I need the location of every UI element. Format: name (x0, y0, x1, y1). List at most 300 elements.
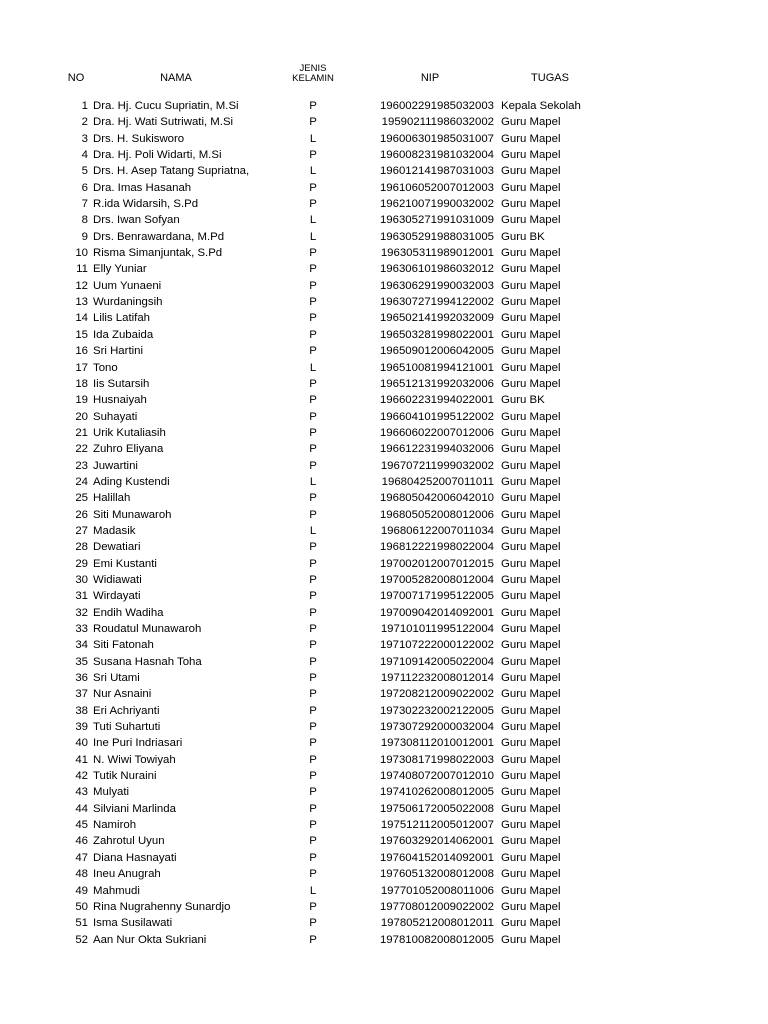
table-row (0, 768, 768, 784)
row-tugas: Guru Mapel (501, 737, 561, 750)
row-nip: 197208212009022002 (379, 688, 494, 701)
row-nama: Ida Zubaida (93, 328, 154, 341)
row-no: 32 (75, 606, 88, 619)
row-nama: Aan Nur Okta Sukriani (93, 933, 207, 946)
row-no: 9 (81, 230, 88, 243)
row-tugas: Guru Mapel (501, 655, 561, 668)
row-nip: 197805212008012011 (380, 917, 494, 930)
row-no: 34 (75, 639, 88, 652)
row-nip: 197101011995122004 (380, 623, 494, 635)
row-nip: 196008231981032004 (379, 149, 494, 162)
row-jenis-kelamin: P (309, 868, 317, 881)
row-nama: Sri Hartini (93, 345, 144, 358)
table-row (0, 441, 768, 457)
row-nama: Siti Munawaroh (93, 508, 172, 521)
row-nama: N. Wiwi Towiyah (93, 753, 176, 766)
row-nip: 196510081994121001 (379, 361, 494, 374)
row-no: 6 (81, 181, 88, 194)
row-jenis-kelamin: P (309, 492, 317, 505)
table-row (0, 752, 768, 768)
row-nama: Urik Kutaliasih (93, 426, 166, 439)
row-jenis-kelamin: P (309, 721, 317, 734)
row-nama: Elly Yuniar (93, 263, 147, 276)
header-nip: NIP (420, 72, 440, 84)
row-no: 4 (81, 149, 88, 162)
row-nip: 197002012007012015 (379, 557, 494, 570)
row-nip: 196306291990032003 (379, 279, 494, 292)
row-tugas: Guru Mapel (501, 606, 561, 619)
row-no: 10 (75, 247, 88, 260)
row-nama: Nur Asnaini (93, 688, 152, 701)
row-jenis-kelamin: P (309, 557, 317, 570)
row-jenis-kelamin: P (309, 802, 317, 815)
row-no: 46 (75, 835, 88, 848)
row-nip: 197701052008011006 (380, 884, 494, 897)
row-no: 11 (76, 263, 88, 276)
header-nama: NAMA (160, 72, 192, 84)
row-tugas: Guru Mapel (501, 296, 561, 309)
row-nama: Namiroh (93, 819, 137, 832)
row-tugas: Guru Mapel (501, 573, 561, 586)
row-no: 7 (81, 198, 88, 211)
table-row (0, 670, 768, 686)
row-jenis-kelamin: P (309, 655, 317, 668)
row-nama: Tutik Nuraini (93, 770, 157, 783)
table-row (0, 915, 768, 931)
row-jenis-kelamin: P (309, 116, 317, 129)
row-tugas: Guru Mapel (501, 361, 561, 374)
row-tugas: Guru BK (501, 230, 545, 243)
row-no: 38 (75, 704, 88, 717)
row-no: 18 (75, 377, 88, 390)
table-row (0, 507, 768, 523)
table-row (0, 850, 768, 866)
row-jenis-kelamin: P (309, 100, 317, 112)
row-tugas: Guru Mapel (501, 688, 561, 701)
row-no: 19 (75, 394, 88, 407)
row-nip: 197604152014092001 (379, 851, 494, 864)
row-tugas: Guru Mapel (501, 214, 561, 227)
header-tugas: TUGAS (531, 72, 569, 84)
row-jenis-kelamin: P (309, 328, 317, 341)
row-no: 50 (75, 900, 88, 913)
row-jenis-kelamin: L (309, 165, 317, 178)
row-tugas: Guru Mapel (501, 524, 561, 537)
table-body (0, 98, 768, 948)
row-tugas: Guru Mapel (501, 165, 561, 178)
row-no: 2 (81, 116, 88, 129)
table-row (0, 621, 768, 637)
table-row (0, 163, 768, 179)
row-jenis-kelamin: P (309, 443, 317, 456)
row-nama: Tono (93, 361, 118, 374)
table-row (0, 294, 768, 310)
row-nip: 197007171995122005 (379, 590, 494, 603)
table-row (0, 801, 768, 817)
row-tugas: Guru Mapel (501, 426, 561, 439)
row-jenis-kelamin: L (309, 524, 317, 537)
row-no: 15 (75, 328, 88, 341)
table-row (0, 212, 768, 228)
row-tugas: Guru Mapel (501, 884, 561, 897)
row-nama: Dra. Hj. Poli Widarti, M.Si (93, 149, 222, 162)
row-no: 13 (75, 296, 88, 309)
table-row (0, 735, 768, 751)
row-nip: 196606022007012006 (379, 426, 494, 439)
row-jenis-kelamin: P (309, 279, 317, 292)
row-no: 41 (75, 753, 88, 766)
table-row (0, 327, 768, 343)
table-row (0, 114, 768, 130)
table-row (0, 572, 768, 588)
row-no: 21 (75, 426, 88, 439)
row-no: 27 (75, 524, 88, 537)
table-row (0, 409, 768, 425)
row-tugas: Guru Mapel (501, 132, 561, 145)
row-nip: 196210071990032002 (379, 198, 494, 211)
row-no: 51 (75, 917, 88, 930)
row-nip: 196502141992032009 (379, 312, 494, 325)
row-nama: Silviani Marlinda (93, 802, 176, 815)
row-no: 30 (75, 573, 88, 586)
row-tugas: Guru Mapel (501, 198, 561, 211)
row-nip: 197302232002122005 (379, 704, 494, 717)
row-nip: 196307271994122002 (379, 296, 494, 309)
row-nama: Dra. Hj. Cucu Supriatin, M.Si (93, 100, 239, 112)
row-nip: 196602231994022001 (379, 394, 494, 407)
row-jenis-kelamin: P (309, 753, 317, 766)
table-row (0, 131, 768, 147)
row-nama: Sri Utami (93, 672, 140, 685)
table-row (0, 932, 768, 948)
row-nama: Juwartini (93, 459, 138, 472)
row-jenis-kelamin: P (309, 672, 317, 685)
row-nip: 197308112010012001 (380, 737, 494, 750)
row-tugas: Guru Mapel (501, 541, 561, 554)
row-nama: Eri Achriyanti (93, 704, 160, 717)
row-nip: 197708012009022002 (379, 900, 494, 913)
row-jenis-kelamin: L (309, 132, 317, 145)
row-nip: 196306101986032012 (379, 263, 494, 276)
row-no: 5 (81, 165, 88, 178)
row-no: 37 (75, 688, 88, 701)
table-row (0, 245, 768, 261)
row-jenis-kelamin: P (309, 770, 317, 783)
row-jenis-kelamin: P (309, 737, 317, 750)
row-jenis-kelamin: P (309, 410, 317, 423)
row-nip: 197005282008012004 (379, 573, 494, 586)
row-nama: R.ida Widarsih, S.Pd (93, 198, 199, 211)
row-jenis-kelamin: P (309, 623, 317, 635)
table-row (0, 147, 768, 163)
table-row (0, 261, 768, 277)
row-nip: 197308171998022003 (379, 753, 494, 766)
row-nama: Drs. Benrawardana, M.Pd (93, 230, 225, 243)
row-tugas: Guru Mapel (501, 247, 561, 260)
row-no: 43 (75, 786, 88, 799)
row-tugas: Guru Mapel (501, 181, 561, 194)
row-tugas: Guru Mapel (501, 770, 561, 783)
table-row (0, 703, 768, 719)
row-no: 31 (75, 590, 88, 603)
row-nip: 196012141987031003 (379, 165, 494, 178)
row-tugas: Guru Mapel (501, 868, 561, 881)
row-tugas: Guru Mapel (501, 410, 561, 423)
table-row (0, 605, 768, 621)
row-jenis-kelamin: L (309, 884, 317, 897)
table-row (0, 866, 768, 882)
row-no: 39 (75, 721, 88, 734)
row-tugas: Guru Mapel (501, 475, 561, 488)
row-nama: Roudatul Munawaroh (93, 623, 202, 635)
row-jenis-kelamin: L (309, 475, 317, 488)
header-jenis-kelamin (268, 64, 358, 84)
row-nama: Siti Fatonah (93, 639, 154, 652)
row-tugas: Guru Mapel (501, 917, 561, 930)
table-row (0, 588, 768, 604)
row-nip: 197506172005022008 (379, 802, 494, 815)
row-jenis-kelamin: P (309, 606, 317, 619)
row-jenis-kelamin: L (309, 361, 317, 374)
row-no: 42 (75, 770, 88, 783)
row-nama: Uum Yunaeni (93, 279, 162, 292)
row-tugas: Guru Mapel (501, 851, 561, 864)
row-tugas: Guru Mapel (501, 623, 561, 635)
row-nip: 197603292014062001 (379, 835, 494, 848)
row-tugas: Guru Mapel (501, 492, 561, 505)
table-row (0, 523, 768, 539)
header-jenis-kelamin-line2: KELAMIN (292, 73, 334, 84)
row-no: 1 (81, 100, 88, 112)
row-jenis-kelamin: P (309, 345, 317, 358)
row-nip: 197605132008012008 (379, 868, 494, 881)
row-nip: 197408072007012010 (379, 770, 494, 783)
row-jenis-kelamin: P (309, 541, 317, 554)
row-nama: Susana Hasnah Toha (93, 655, 202, 668)
row-nama: Tuti Suhartuti (93, 721, 161, 734)
row-nip: 196512131992032006 (379, 377, 494, 390)
row-jenis-kelamin: P (309, 459, 317, 472)
row-tugas: Guru Mapel (501, 721, 561, 734)
row-nama: Dra. Imas Hasanah (93, 181, 192, 194)
row-no: 26 (75, 508, 88, 521)
row-jenis-kelamin: P (309, 704, 317, 717)
row-nip: 197107222000122002 (379, 639, 494, 652)
table-row (0, 392, 768, 408)
row-tugas: Guru Mapel (501, 802, 561, 815)
table-row (0, 490, 768, 506)
row-no: 14 (75, 312, 88, 325)
row-tugas: Guru Mapel (501, 459, 561, 472)
row-nama: Zahrotul Uyun (93, 835, 165, 848)
row-jenis-kelamin: P (309, 851, 317, 864)
header-jenis-kelamin-line1: JENIS (299, 63, 327, 74)
row-nama: Drs. Iwan Sofyan (93, 214, 180, 227)
row-no: 35 (75, 655, 88, 668)
table-row (0, 310, 768, 326)
row-jenis-kelamin: P (309, 181, 317, 194)
row-nip: 196806122007011034 (380, 524, 494, 537)
row-no: 25 (75, 492, 88, 505)
row-tugas: Guru Mapel (501, 443, 561, 456)
row-tugas: Guru Mapel (501, 786, 561, 799)
row-nama: Suhayati (93, 410, 138, 423)
row-no: 49 (75, 884, 88, 897)
row-nama: Drs. H. Asep Tatang Supriatna, (93, 165, 250, 178)
row-nama: Madasik (93, 524, 136, 537)
table-row (0, 539, 768, 555)
row-jenis-kelamin: L (309, 214, 317, 227)
row-jenis-kelamin: P (309, 573, 317, 586)
row-tugas: Guru Mapel (501, 263, 561, 276)
row-tugas: Guru Mapel (501, 819, 561, 832)
row-jenis-kelamin: P (309, 933, 317, 946)
row-tugas: Guru Mapel (501, 149, 561, 162)
row-nama: Dewatiari (93, 541, 141, 554)
row-jenis-kelamin: P (309, 247, 317, 260)
row-no: 52 (75, 933, 88, 946)
row-jenis-kelamin: P (309, 900, 317, 913)
row-no: 23 (75, 459, 88, 472)
row-tugas: Guru BK (501, 394, 545, 407)
row-tugas: Guru Mapel (501, 557, 561, 570)
row-nip: 196812221998022004 (379, 541, 494, 554)
row-nama: Husnaiyah (93, 394, 147, 407)
table-row (0, 556, 768, 572)
row-nama: Wurdaningsih (93, 296, 163, 309)
table-row (0, 474, 768, 490)
table-row (0, 817, 768, 833)
table-row (0, 883, 768, 899)
table-row (0, 360, 768, 376)
row-no: 24 (75, 475, 88, 488)
row-nama: Halillah (93, 492, 131, 505)
row-no: 29 (75, 557, 88, 570)
row-nama: Rina Nugrahenny Sunardjo (93, 900, 231, 913)
row-no: 3 (81, 132, 88, 145)
row-jenis-kelamin: P (309, 198, 317, 211)
row-no: 22 (75, 443, 88, 456)
row-nip: 197109142005022004 (379, 655, 494, 668)
row-nip: 196106052007012003 (379, 181, 494, 194)
row-jenis-kelamin: P (309, 377, 317, 390)
row-nama: Emi Kustanti (93, 557, 157, 570)
row-no: 28 (75, 541, 88, 554)
table-header (0, 60, 768, 98)
row-no: 48 (75, 868, 88, 881)
row-tugas: Guru Mapel (501, 753, 561, 766)
row-nip: 196305271991031009 (379, 214, 494, 227)
row-tugas: Guru Mapel (501, 279, 561, 292)
row-no: 44 (75, 802, 88, 815)
row-jenis-kelamin: P (309, 590, 317, 603)
row-no: 16 (75, 345, 88, 358)
row-nama: Lilis Latifah (93, 312, 150, 325)
row-tugas: Guru Mapel (501, 933, 561, 946)
row-tugas: Guru Mapel (501, 116, 561, 129)
row-no: 40 (75, 737, 88, 750)
row-jenis-kelamin: P (309, 263, 317, 276)
row-jenis-kelamin: P (309, 394, 317, 407)
row-tugas: Kepala Sekolah (501, 100, 581, 112)
row-nip: 196503281998022001 (379, 328, 494, 341)
row-jenis-kelamin: P (309, 149, 317, 162)
row-jenis-kelamin: P (309, 819, 317, 832)
table-row (0, 278, 768, 294)
row-nama: Ine Puri Indriasari (93, 737, 183, 750)
table-row (0, 98, 768, 114)
row-nip: 196002291985032003 (379, 100, 494, 112)
table-row (0, 637, 768, 653)
row-no: 45 (75, 819, 88, 832)
row-nip: 197307292000032004 (379, 721, 494, 734)
row-nama: Drs. H. Sukisworo (93, 132, 185, 145)
table-row (0, 343, 768, 359)
row-jenis-kelamin: P (309, 835, 317, 848)
row-nama: Ineu Anugrah (93, 868, 161, 881)
row-no: 8 (81, 214, 88, 227)
row-no: 17 (75, 361, 88, 374)
row-nip: 197009042014092001 (379, 606, 494, 619)
row-nip: 196006301985031007 (379, 132, 494, 145)
row-nama: Ading Kustendi (93, 475, 170, 488)
table-row (0, 458, 768, 474)
row-nip: 195902111986032002 (381, 116, 494, 129)
row-tugas: Guru Mapel (501, 900, 561, 913)
table-row (0, 833, 768, 849)
row-no: 12 (75, 279, 88, 292)
table-row (0, 180, 768, 196)
row-jenis-kelamin: P (309, 508, 317, 521)
row-tugas: Guru Mapel (501, 704, 561, 717)
row-jenis-kelamin: L (309, 230, 317, 243)
row-no: 36 (75, 672, 88, 685)
row-tugas: Guru Mapel (501, 345, 561, 358)
row-nip: 196805052008012006 (379, 508, 494, 521)
row-no: 33 (75, 623, 88, 635)
table-row (0, 196, 768, 212)
row-nip: 197410262008012005 (379, 786, 494, 799)
row-tugas: Guru Mapel (501, 639, 561, 652)
row-nama: Wirdayati (93, 590, 141, 603)
row-no: 47 (75, 851, 88, 864)
row-nip: 196305291988031005 (379, 230, 494, 243)
row-nama: Risma Simanjuntak, S.Pd (93, 247, 223, 260)
row-nama: Diana Hasnayati (93, 851, 177, 864)
row-nip: 196804252007011011 (381, 475, 494, 488)
row-tugas: Guru Mapel (501, 835, 561, 848)
table-row (0, 229, 768, 245)
row-nama: Endih Wadiha (93, 606, 164, 619)
row-nama: Dra. Hj. Wati Sutriwati, M.Si (93, 116, 234, 129)
row-tugas: Guru Mapel (501, 328, 561, 341)
row-tugas: Guru Mapel (501, 672, 561, 685)
table-row (0, 425, 768, 441)
row-tugas: Guru Mapel (501, 508, 561, 521)
row-jenis-kelamin: P (309, 688, 317, 701)
row-nama: Iis Sutarsih (93, 377, 150, 390)
row-jenis-kelamin: P (309, 639, 317, 652)
table-row (0, 376, 768, 392)
row-nama: Widiawati (93, 573, 142, 586)
row-nip: 196305311989012001 (380, 247, 494, 260)
header-no: NO (67, 72, 85, 84)
table-row (0, 719, 768, 735)
row-tugas: Guru Mapel (501, 590, 561, 603)
row-nip: 196707211999032002 (380, 459, 494, 472)
row-nip: 196509012006042005 (379, 345, 494, 358)
row-nama: Zuhro Eliyana (93, 443, 164, 456)
